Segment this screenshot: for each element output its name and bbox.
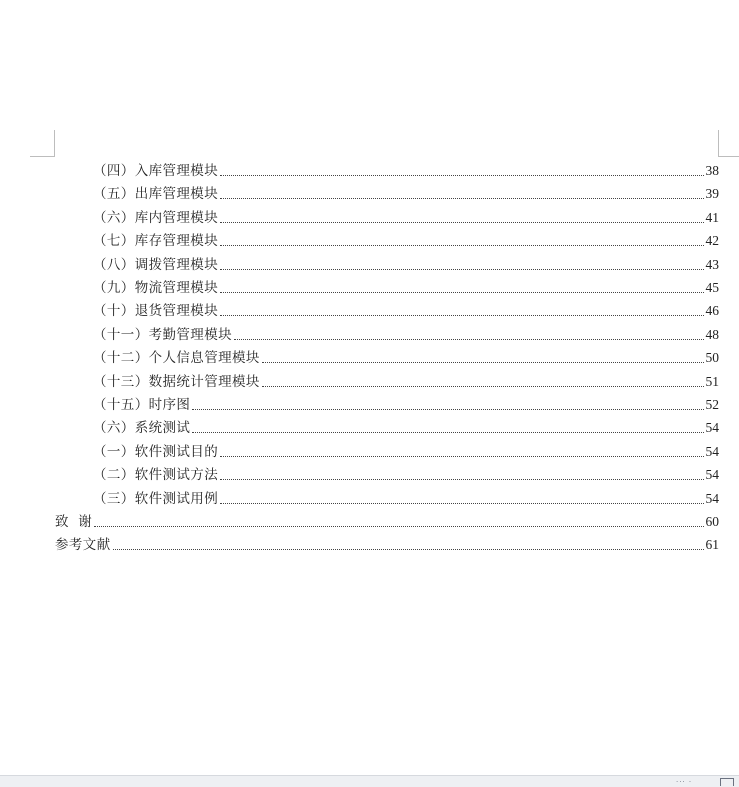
toc-entry-page: 51 (705, 373, 719, 389)
toc-entry[interactable] (93, 460, 719, 484)
toc-entry-title: （十二）个人信息管理模块 (93, 350, 260, 367)
toc-entry-title: （十一）考勤管理模块 (93, 326, 232, 343)
toc-entry-page: 54 (705, 490, 719, 506)
toc-entry-title: （六）库内管理模块 (93, 209, 219, 226)
page-margin-corner-top-left (30, 130, 55, 157)
toc-entry-page: 61 (705, 537, 719, 553)
toc-entry[interactable] (93, 226, 719, 250)
toc-leader-dots (220, 502, 703, 504)
toc-entry-page: 54 (705, 467, 719, 483)
toc-entry-page: 60 (705, 514, 719, 529)
toc-entry-page: 54 (705, 420, 719, 436)
toc-entry[interactable] (93, 179, 719, 203)
toc-entry-page: 39 (705, 186, 719, 202)
toc-entry[interactable] (93, 390, 719, 414)
toc-entry-page: 50 (705, 350, 719, 366)
toc-entry[interactable] (93, 367, 719, 391)
toc-entry-title: （十三）数据统计管理模块 (93, 373, 260, 390)
toc-leader-dots (94, 525, 703, 527)
toc-entry-title: （三）软件测试用例 (93, 490, 219, 507)
toc-leader-dots (234, 338, 704, 340)
toc-entry-title: 致 谢 (55, 514, 93, 530)
toc-leader-dots (192, 431, 703, 433)
toc-entry[interactable] (55, 530, 719, 554)
toc-leader-dots (220, 174, 703, 176)
toc-entry[interactable] (93, 484, 719, 508)
toc-leader-dots (220, 291, 703, 293)
toc-entry-title: （九）物流管理模块 (93, 280, 219, 296)
toc-leader-dots (220, 478, 703, 480)
toc-entry-title: （二）软件测试方法 (93, 467, 219, 484)
toc-entry-title: （一）软件测试目的 (93, 443, 219, 460)
toc-entry-title: （八）调拨管理模块 (93, 256, 219, 273)
toc-entry-title: （四）入库管理模块 (93, 163, 219, 179)
toc-leader-dots (262, 361, 704, 363)
page-view-icon[interactable] (720, 778, 734, 786)
toc-entry[interactable] (93, 320, 719, 344)
toc-entry[interactable] (93, 413, 719, 437)
toc-entry-page: 41 (705, 209, 719, 225)
toc-entry-title: （五）出库管理模块 (93, 186, 219, 203)
toc-leader-dots (220, 314, 703, 316)
toc-entry[interactable] (93, 156, 719, 180)
toc-leader-dots (220, 244, 703, 246)
toc-leader-dots (192, 408, 703, 410)
toc-leader-dots (220, 221, 703, 223)
toc-entry[interactable] (93, 203, 719, 227)
toc-leader-dots (113, 548, 704, 550)
toc-entry-title: （十）退货管理模块 (93, 303, 219, 320)
toc-entry-page: 38 (705, 163, 719, 178)
toc-entry[interactable] (93, 343, 719, 367)
toc-leader-dots (220, 455, 703, 457)
toc-entry-title: 参考文献 (55, 537, 111, 554)
toc-entry-page: 43 (705, 256, 719, 272)
toc-entry-page: 52 (705, 397, 719, 412)
toc-entry-page: 48 (705, 326, 719, 342)
toc-entry-page: 42 (705, 233, 719, 249)
toc-leader-dots (220, 197, 703, 199)
toc-leader-dots (220, 268, 703, 270)
toc-entry-title: （七）库存管理模块 (93, 233, 219, 250)
toc-entry-title: （六）系统测试 (93, 420, 191, 437)
toc-entry[interactable] (93, 273, 719, 297)
toc-leader-dots (262, 385, 704, 387)
page-margin-corner-top-right (718, 130, 739, 157)
toc-entry[interactable] (93, 250, 719, 274)
toc-entry[interactable] (55, 507, 719, 531)
toc-entry[interactable] (93, 296, 719, 320)
toc-entry-page: 54 (705, 443, 719, 459)
toc-entry[interactable] (93, 437, 719, 461)
toc-entry-page: 45 (705, 280, 719, 295)
status-bar (0, 775, 739, 787)
toc-entry-page: 46 (705, 303, 719, 319)
toc-entry-title: （十五）时序图 (93, 397, 191, 413)
status-bar-controls-icon[interactable]: ··· · (676, 778, 693, 786)
